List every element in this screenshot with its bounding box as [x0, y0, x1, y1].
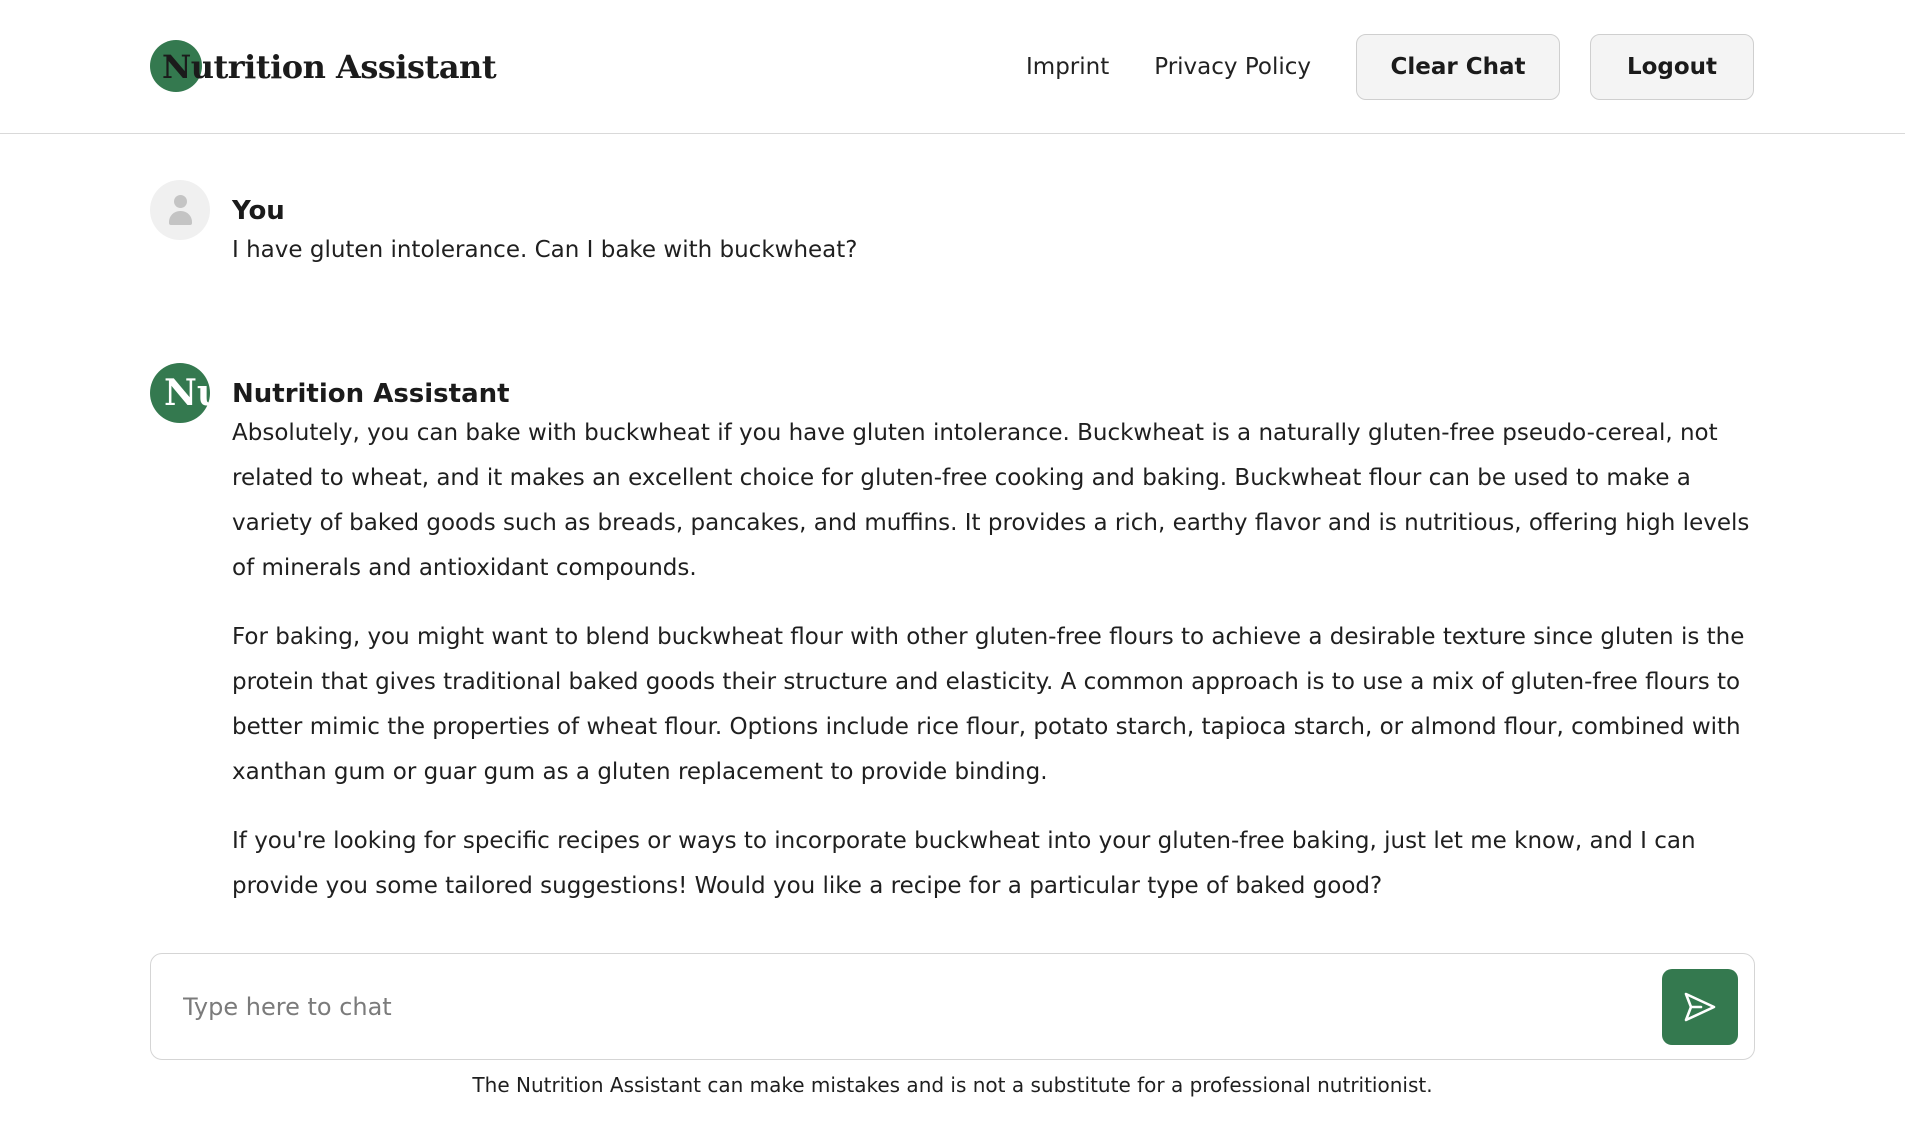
- message-paragraph: Absolutely, you can bake with buckwheat if you have gluten intolerance. Buckwheat is a naturally gluten-free pseudo-cereal, not related to wheat, and it makes an excellent choice for gluten-free cooking and baking. Buckwheat flour can be used to make a variety of baked goods such as breads, pancakes, and muffins. It provides a rich, earthy flavor and is nutritious, offering high levels of minerals and antioxidant compounds.: [232, 420, 1750, 581]
- chat-composer: [150, 953, 1755, 1060]
- logout-button[interactable]: Logout: [1590, 34, 1754, 100]
- top-header: [0, 0, 1905, 134]
- message-paragraph: For baking, you might want to blend buckwheat flour with other gluten-free flours to achieve a desirable texture since gluten is the protein that gives traditional baked goods their structure and elasticity. A common approach is to use a mix of gluten-free flours to better mimic the properties of wheat flour. Options include rice flour, potato starch, tapioca starch, or almond flour, combined with xanthan gum or guar gum as a gluten replacement to provide binding.: [232, 624, 1745, 785]
- message-sender: Nutrition Assistant: [232, 379, 510, 409]
- chat-messages: [150, 180, 1755, 909]
- message-paragraph: If you're looking for specific recipes or ways to incorporate buckwheat into your gluten-free baking, just let me know, and I can provide you some tailored suggestions! Would you like a recipe for a particular type of baked good?: [232, 828, 1696, 899]
- send-button[interactable]: [1662, 969, 1738, 1045]
- disclaimer-text: The Nutrition Assistant can make mistakes and is not a substitute for a professional nutritionist.: [472, 1073, 1433, 1097]
- send-icon: [1683, 991, 1717, 1023]
- imprint-link[interactable]: Imprint: [1026, 54, 1110, 80]
- clear-chat-button[interactable]: Clear Chat: [1356, 34, 1560, 100]
- message-text: I have gluten intolerance. Can I bake with buckwheat?: [232, 237, 858, 263]
- privacy-policy-link[interactable]: Privacy Policy: [1154, 54, 1311, 80]
- chat-input[interactable]: [181, 982, 1621, 1032]
- brand-logo[interactable]: [150, 40, 496, 94]
- user-avatar: [150, 180, 210, 240]
- assistant-message: [150, 363, 1755, 909]
- brand-name: Nutrition Assistant: [162, 48, 497, 86]
- user-icon-body: [169, 211, 192, 225]
- user-message: [150, 180, 1755, 363]
- user-icon: [174, 195, 187, 208]
- header-nav: [1026, 34, 1754, 100]
- message-sender: You: [232, 196, 285, 226]
- assistant-avatar: Nu: [150, 363, 210, 423]
